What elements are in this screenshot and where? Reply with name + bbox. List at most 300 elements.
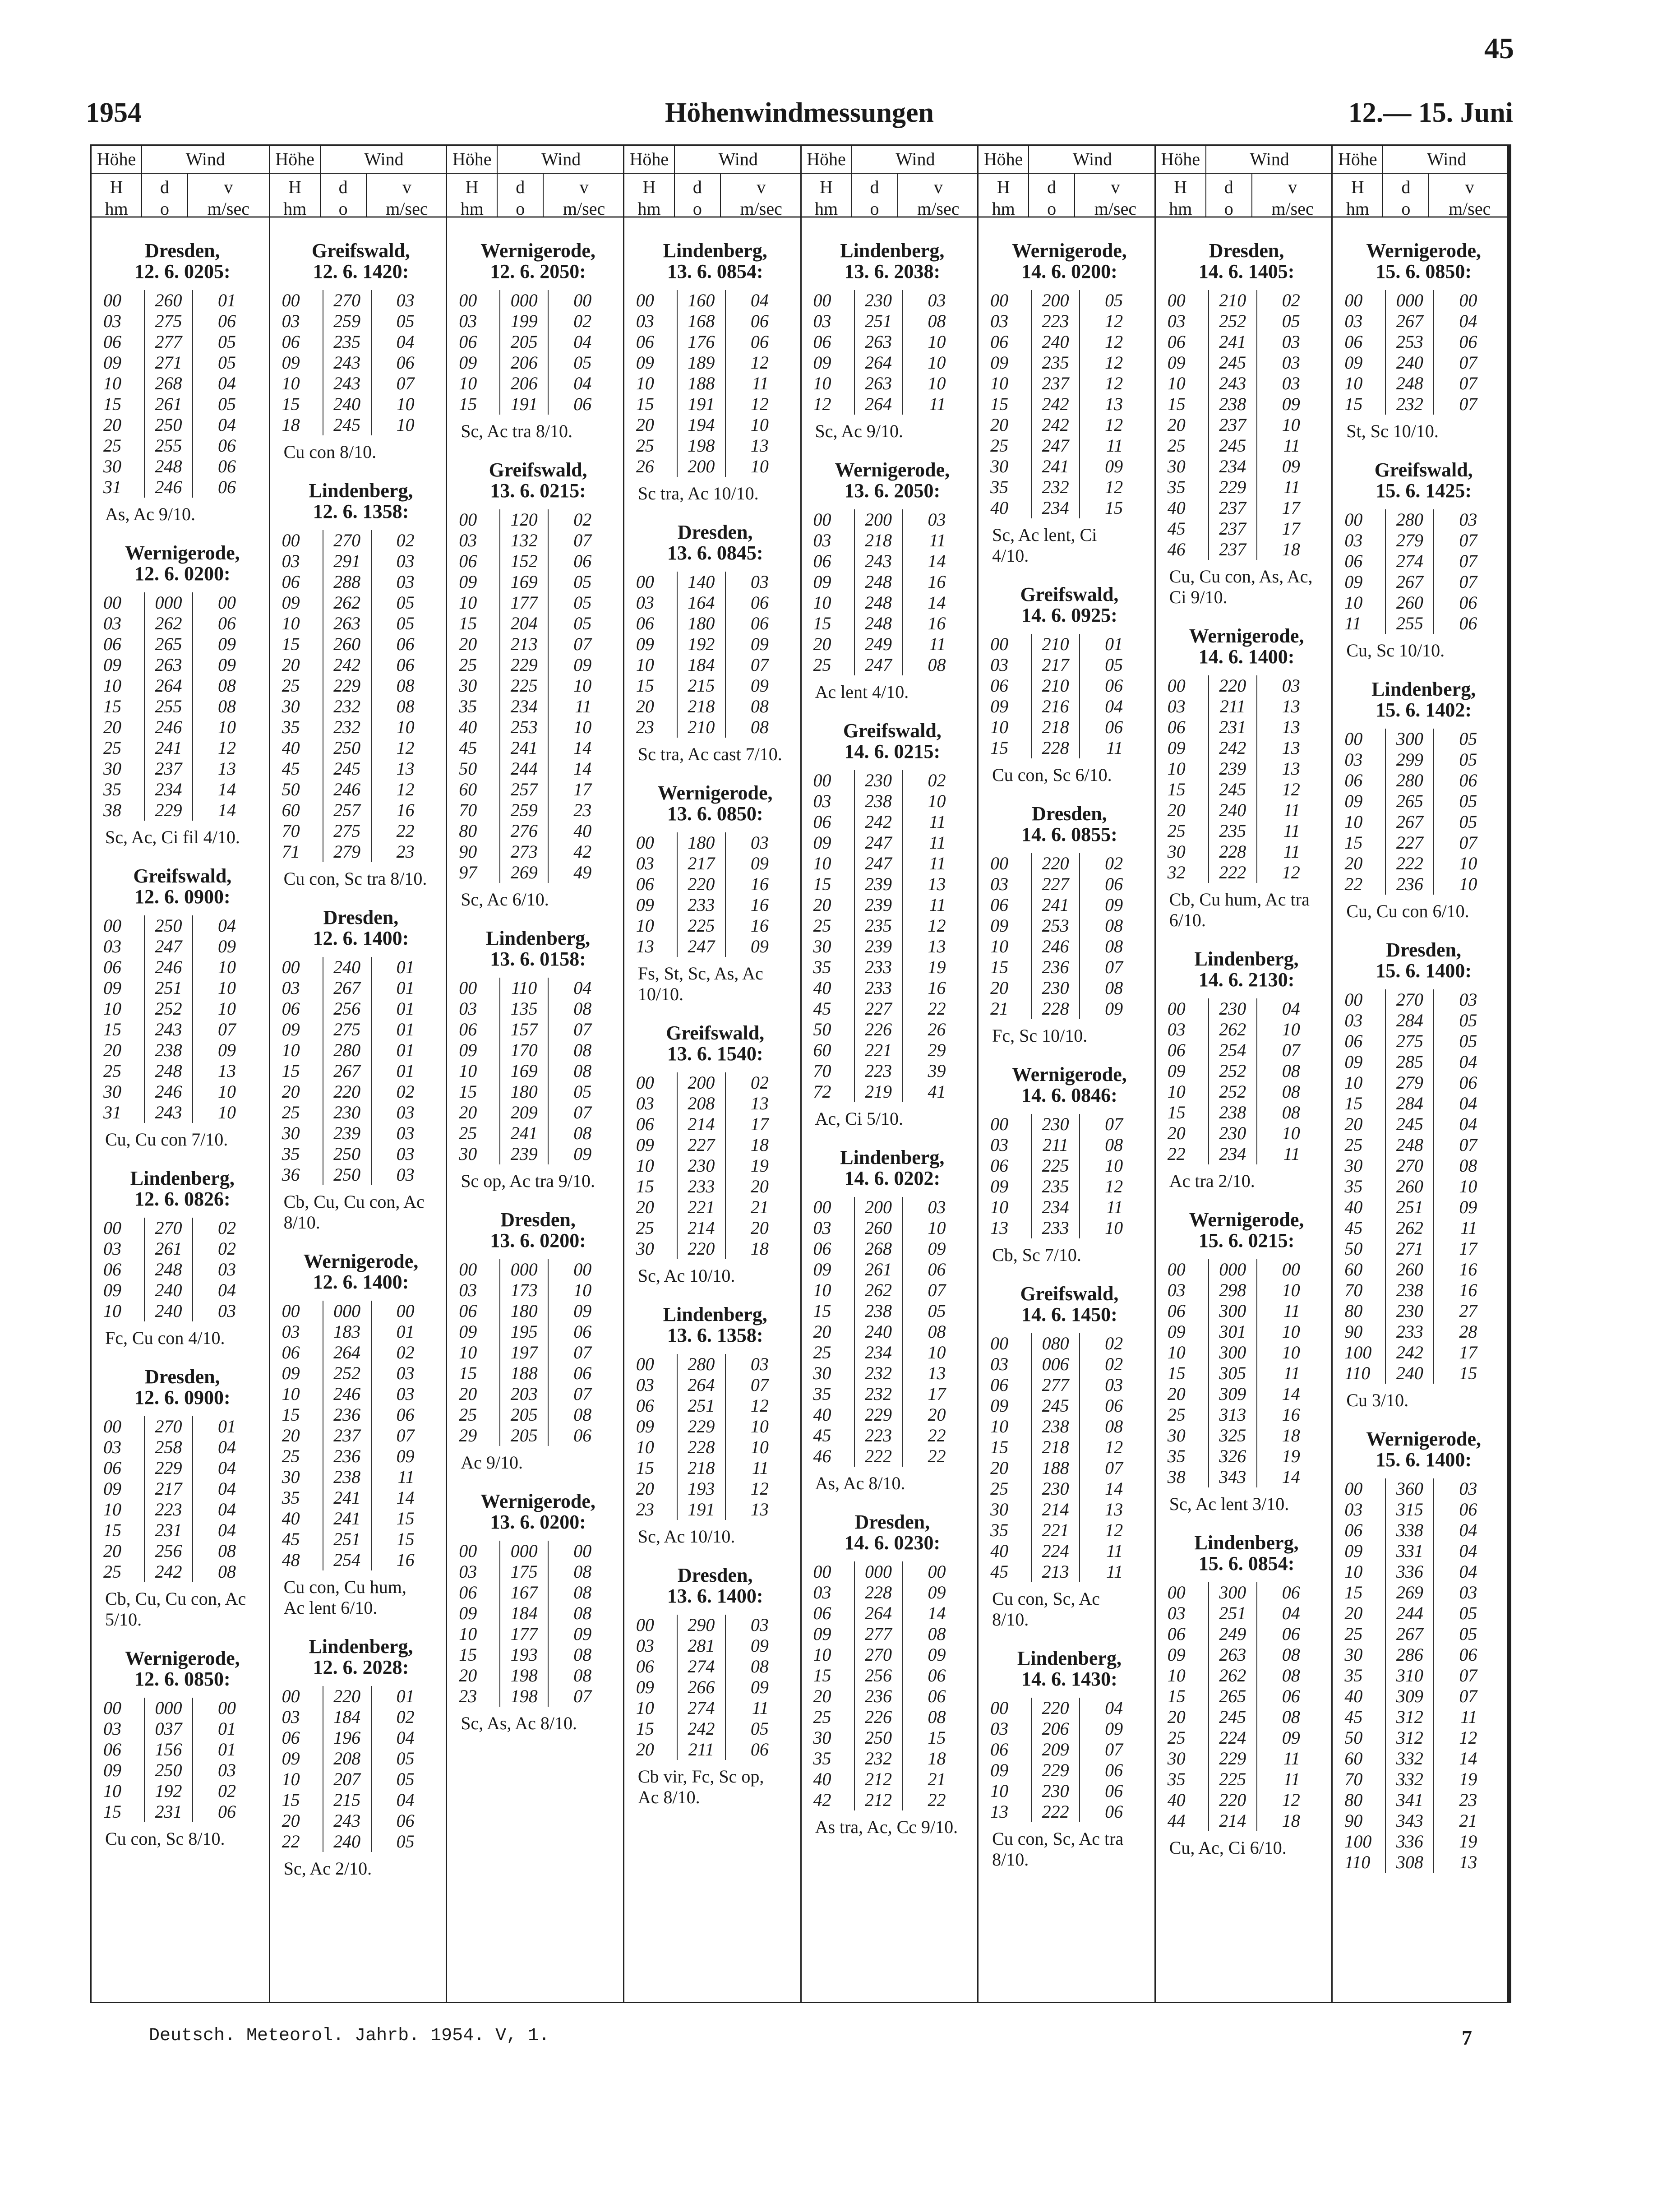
cell-height: 06 xyxy=(282,332,300,352)
header-wind: Wind xyxy=(1072,149,1112,169)
cell-speed: 09 xyxy=(573,1301,592,1321)
cell-height: 00 xyxy=(636,1072,654,1093)
header-hm: hm xyxy=(637,199,661,219)
cell-speed: 13 xyxy=(396,758,415,779)
header-v: v xyxy=(1111,177,1120,197)
cell-height: 00 xyxy=(282,290,300,310)
cell-speed: 00 xyxy=(573,1259,592,1279)
cell-height: 06 xyxy=(990,332,1009,352)
cell-direction: 199 xyxy=(499,311,549,332)
cell-speed: 18 xyxy=(928,1748,946,1769)
cell-speed: 16 xyxy=(928,978,946,998)
table-row xyxy=(101,957,264,978)
cell-height: 09 xyxy=(282,352,300,373)
cell-direction: 248 xyxy=(1385,373,1434,394)
table-row xyxy=(988,1718,1151,1739)
header-row xyxy=(1156,146,1333,174)
cell-direction: 246 xyxy=(144,477,193,498)
cell-direction: 200 xyxy=(677,1072,726,1093)
header-hoehe: Höhe xyxy=(92,146,142,173)
cell-direction: 208 xyxy=(323,1748,372,1769)
cell-speed: 04 xyxy=(573,978,592,998)
station-name: Lindenberg, xyxy=(840,1146,945,1168)
cell-direction: 237 xyxy=(1208,415,1257,435)
cell-speed: 05 xyxy=(1105,290,1123,310)
table-row xyxy=(1165,1727,1329,1748)
table-row xyxy=(811,1061,974,1081)
station-name: Greifswald, xyxy=(133,865,232,887)
cell-speed: 12 xyxy=(928,915,946,936)
cell-speed: 06 xyxy=(396,1404,415,1425)
cell-direction: 238 xyxy=(1385,1280,1434,1301)
cell-direction: 254 xyxy=(323,1550,372,1570)
sounding-block xyxy=(988,584,1151,785)
header-msec: m/sec xyxy=(917,199,960,219)
cell-direction: 208 xyxy=(677,1093,726,1114)
cell-speed: 05 xyxy=(396,1831,415,1852)
table-row xyxy=(1165,1686,1329,1707)
table-row xyxy=(101,1081,264,1102)
cell-speed: 00 xyxy=(573,290,592,310)
cell-speed: 12 xyxy=(1105,332,1123,352)
table-row xyxy=(633,1478,797,1499)
cell-speed: 02 xyxy=(396,530,415,550)
cell-direction: 263 xyxy=(1208,1644,1257,1665)
table-row xyxy=(1165,498,1329,518)
cell-speed: 05 xyxy=(218,352,236,373)
cell-speed: 06 xyxy=(573,394,592,414)
cell-speed: 03 xyxy=(396,290,415,310)
header-v-unit xyxy=(367,174,448,217)
table-row xyxy=(456,332,620,352)
header-msec: m/sec xyxy=(207,199,249,219)
table-row xyxy=(456,1040,620,1061)
cell-speed: 06 xyxy=(1105,717,1123,737)
table-row xyxy=(633,717,797,738)
table-row xyxy=(811,1342,974,1363)
cell-direction: 254 xyxy=(1208,1040,1257,1061)
cell-direction: 250 xyxy=(323,1144,372,1164)
table-row xyxy=(811,655,974,675)
cell-speed: 03 xyxy=(396,572,415,592)
cell-speed: 14 xyxy=(1105,1478,1123,1499)
cell-speed: 05 xyxy=(573,572,592,592)
cell-speed: 16 xyxy=(750,915,769,936)
table-row xyxy=(1342,592,1505,613)
cell-height: 10 xyxy=(282,613,300,633)
cell-speed: 00 xyxy=(1282,1259,1300,1279)
sounding-time: 14. 6. 0925: xyxy=(1021,604,1117,626)
table-row xyxy=(633,1739,797,1760)
cell-direction: 180 xyxy=(499,1081,549,1102)
table-row xyxy=(1342,853,1505,874)
cell-speed: 08 xyxy=(928,655,946,675)
cell-direction: 230 xyxy=(1031,1114,1080,1135)
cell-speed: 13 xyxy=(928,1363,946,1383)
cloud-note: Cb vir, Fc, Sc op, Ac 8/10. xyxy=(637,1766,764,1807)
cell-direction: 251 xyxy=(323,1529,372,1550)
cell-speed: 08 xyxy=(218,675,236,696)
cell-height: 10 xyxy=(636,1155,654,1176)
cell-direction: 256 xyxy=(323,998,372,1019)
table-row xyxy=(101,1437,264,1458)
cell-speed: 18 xyxy=(1282,1810,1300,1831)
station-name: Wernigerode, xyxy=(1366,1428,1481,1450)
header-h: H xyxy=(1174,177,1187,197)
cell-direction: 245 xyxy=(1385,1114,1434,1135)
table-row xyxy=(279,1487,443,1508)
table-row xyxy=(279,1727,443,1748)
table-column xyxy=(800,146,979,2002)
cell-height: 30 xyxy=(282,1467,300,1487)
cell-height: 09 xyxy=(103,1478,121,1499)
cell-height: 21 xyxy=(990,998,1009,1019)
cell-height: 06 xyxy=(1167,1040,1186,1060)
cell-direction: 236 xyxy=(323,1404,372,1425)
header-h: H xyxy=(642,177,656,197)
cell-height: 45 xyxy=(1167,518,1186,539)
table-row xyxy=(633,1176,797,1197)
table-row xyxy=(633,1135,797,1155)
sounding-time: 13. 6. 0200: xyxy=(490,1511,586,1533)
cell-speed: 08 xyxy=(750,1656,769,1676)
cell-speed: 08 xyxy=(218,1561,236,1582)
table-row xyxy=(279,394,443,415)
cell-direction: 241 xyxy=(323,1508,372,1529)
cell-direction: 000 xyxy=(323,1301,372,1321)
cell-height: 13 xyxy=(990,1218,1009,1238)
table-row xyxy=(811,1081,974,1102)
cell-speed: 14 xyxy=(218,779,236,799)
cloud-note: Sc, Ac lent, Ci 4/10. xyxy=(992,525,1097,566)
cell-direction: 247 xyxy=(854,853,903,874)
station-name: Dresden, xyxy=(1032,803,1107,825)
cell-height: 00 xyxy=(103,290,121,310)
cloud-note: Fs, St, Sc, As, Ac 10/10. xyxy=(637,963,763,1004)
cell-height: 15 xyxy=(990,957,1009,977)
table-row xyxy=(1165,456,1329,477)
cell-direction: 332 xyxy=(1385,1748,1434,1769)
cell-height: 00 xyxy=(1344,290,1363,310)
station-name: Wernigerode, xyxy=(480,240,595,262)
cell-height: 35 xyxy=(1344,1176,1363,1196)
cell-height: 15 xyxy=(282,1061,300,1081)
cell-speed: 19 xyxy=(750,1155,769,1176)
cell-speed: 10 xyxy=(1282,1019,1300,1039)
header-h-unit xyxy=(447,174,498,217)
table-row xyxy=(1165,1790,1329,1810)
table-row xyxy=(279,1425,443,1446)
cell-height: 09 xyxy=(990,352,1009,373)
cell-speed: 12 xyxy=(1282,862,1300,882)
cell-direction: 300 xyxy=(1385,729,1434,749)
cell-direction: 264 xyxy=(854,1603,903,1624)
cell-height: 20 xyxy=(636,415,654,435)
table-row xyxy=(279,1508,443,1529)
cell-height: 12 xyxy=(813,394,831,414)
column-body xyxy=(624,218,802,1808)
cell-speed: 04 xyxy=(1459,1520,1477,1540)
cell-direction: 218 xyxy=(677,696,726,717)
cell-speed: 16 xyxy=(1459,1259,1477,1279)
cell-direction: 225 xyxy=(677,915,726,936)
table-row xyxy=(988,1561,1151,1582)
table-row xyxy=(811,791,974,812)
cell-height: 00 xyxy=(636,1354,654,1374)
cell-speed: 05 xyxy=(396,1748,415,1769)
cell-speed: 11 xyxy=(929,634,946,654)
cell-speed: 05 xyxy=(218,332,236,352)
cell-height: 30 xyxy=(636,1238,654,1259)
cell-speed: 12 xyxy=(1105,477,1123,497)
table-row xyxy=(101,655,264,675)
cell-height: 80 xyxy=(1344,1790,1363,1810)
cell-speed: 49 xyxy=(573,862,592,882)
cell-height: 20 xyxy=(459,634,477,654)
cell-height: 30 xyxy=(1167,1425,1186,1445)
cell-speed: 01 xyxy=(396,1061,415,1081)
table-row xyxy=(101,394,264,415)
sounding-rows xyxy=(101,1416,264,1582)
cell-height: 44 xyxy=(1167,1810,1186,1831)
cell-direction: 240 xyxy=(144,1280,193,1301)
cell-height: 06 xyxy=(103,634,121,654)
cell-direction: 245 xyxy=(323,758,372,779)
cell-direction: 232 xyxy=(854,1363,903,1384)
cell-direction: 200 xyxy=(1031,290,1080,311)
cell-speed: 12 xyxy=(750,394,769,414)
cell-speed: 14 xyxy=(928,1603,946,1623)
cell-direction: 280 xyxy=(1385,509,1434,530)
table-column xyxy=(269,146,448,2002)
cell-speed: 12 xyxy=(750,1478,769,1499)
cell-speed: 16 xyxy=(396,800,415,820)
cell-direction: 228 xyxy=(1208,841,1257,862)
table-row xyxy=(811,1748,974,1769)
cell-height: 00 xyxy=(990,1333,1009,1353)
cell-direction: 262 xyxy=(1385,1218,1434,1238)
cell-speed: 02 xyxy=(218,1781,236,1801)
header-d: d xyxy=(692,177,702,197)
station-name: Lindenberg, xyxy=(663,240,767,262)
sounding-time: 13. 6. 1540: xyxy=(667,1043,763,1065)
cell-speed: 06 xyxy=(928,1665,946,1686)
table-row xyxy=(811,1727,974,1748)
cell-height: 15 xyxy=(282,634,300,654)
cell-height: 06 xyxy=(990,1375,1009,1395)
cell-speed: 04 xyxy=(218,1458,236,1478)
cell-speed: 03 xyxy=(218,1301,236,1321)
cell-direction: 240 xyxy=(1385,352,1434,373)
sounding-block xyxy=(279,240,443,462)
station-name: Lindenberg, xyxy=(1017,1647,1122,1669)
table-row xyxy=(456,1624,620,1644)
station-name: Lindenberg, xyxy=(663,1303,767,1325)
cell-height: 60 xyxy=(282,800,300,820)
cell-direction: 000 xyxy=(1385,290,1434,311)
cell-speed: 00 xyxy=(573,1541,592,1561)
sounding-block xyxy=(633,783,797,1005)
cell-direction: 191 xyxy=(677,1499,726,1520)
cell-direction: 195 xyxy=(499,1321,549,1342)
cell-direction: 265 xyxy=(1385,791,1434,812)
cell-speed: 06 xyxy=(1459,332,1477,352)
cell-height: 10 xyxy=(459,1624,477,1644)
cloud-note: Sc, Ac 6/10. xyxy=(461,889,549,910)
cell-direction: 280 xyxy=(1385,770,1434,791)
cell-speed: 04 xyxy=(396,332,415,352)
cell-speed: 06 xyxy=(573,1363,592,1383)
cell-direction: 279 xyxy=(1385,530,1434,551)
table-row xyxy=(633,1093,797,1114)
cell-height: 20 xyxy=(103,717,121,737)
cell-direction: 250 xyxy=(854,1727,903,1748)
table-row xyxy=(811,1040,974,1061)
cell-height: 20 xyxy=(459,1665,477,1686)
cell-direction: 232 xyxy=(323,717,372,738)
table-row xyxy=(279,1404,443,1425)
table-row xyxy=(811,895,974,915)
cell-direction: 274 xyxy=(1385,551,1434,572)
sounding-time: 13. 6. 0854: xyxy=(667,260,763,282)
table-row xyxy=(101,1280,264,1301)
cell-speed: 07 xyxy=(1459,572,1477,592)
cell-height: 18 xyxy=(282,415,300,435)
cell-height: 09 xyxy=(1167,1321,1186,1342)
cell-direction: 232 xyxy=(854,1748,903,1769)
cell-height: 00 xyxy=(990,1114,1009,1134)
table-row xyxy=(101,1416,264,1437)
cell-speed: 04 xyxy=(1282,998,1300,1019)
table-row xyxy=(811,1790,974,1810)
cell-height: 80 xyxy=(459,821,477,841)
cell-speed: 03 xyxy=(396,1384,415,1404)
header-deg: o xyxy=(160,199,169,219)
table-row xyxy=(633,675,797,696)
cell-speed: 26 xyxy=(928,1019,946,1039)
cell-height: 00 xyxy=(282,530,300,550)
cell-speed: 06 xyxy=(1105,675,1123,696)
cell-direction: 245 xyxy=(1208,1707,1257,1727)
cell-height: 10 xyxy=(1167,758,1186,779)
table-row xyxy=(633,1416,797,1437)
column-header xyxy=(1333,146,1510,218)
cell-direction: 231 xyxy=(144,1520,193,1541)
sounding-time: 12. 6. 1400: xyxy=(313,927,409,949)
table-row xyxy=(279,551,443,572)
cell-height: 20 xyxy=(636,1739,654,1759)
table-row xyxy=(811,394,974,415)
header-units-row xyxy=(1333,174,1510,217)
cell-height: 06 xyxy=(636,1395,654,1416)
cell-speed: 12 xyxy=(1105,1176,1123,1196)
table-row xyxy=(101,1739,264,1760)
cell-direction: 242 xyxy=(323,655,372,675)
cell-speed: 09 xyxy=(218,655,236,675)
cell-speed: 06 xyxy=(1105,1801,1123,1822)
cell-height: 06 xyxy=(103,957,121,977)
cell-height: 110 xyxy=(1344,1363,1371,1383)
table-row xyxy=(811,1769,974,1790)
header-deg: o xyxy=(338,199,348,219)
cell-speed: 04 xyxy=(218,915,236,936)
cell-height: 40 xyxy=(1167,1790,1186,1810)
cell-height: 25 xyxy=(990,1478,1009,1499)
cell-height: 06 xyxy=(1344,1031,1363,1051)
cell-height: 03 xyxy=(1344,530,1363,550)
cell-speed: 06 xyxy=(1459,613,1477,633)
table-row xyxy=(988,738,1151,758)
cell-direction: 252 xyxy=(1208,1061,1257,1081)
cell-direction: 245 xyxy=(323,415,372,435)
cell-direction: 244 xyxy=(1385,1603,1434,1624)
sounding-rows xyxy=(633,1615,797,1760)
cell-direction: 238 xyxy=(854,791,903,812)
table-row xyxy=(279,1040,443,1061)
table-column xyxy=(1154,146,1333,2002)
cell-speed: 20 xyxy=(750,1176,769,1196)
table-row xyxy=(633,895,797,915)
cell-speed: 07 xyxy=(1459,352,1477,373)
cell-height: 00 xyxy=(813,1197,831,1217)
cell-speed: 16 xyxy=(928,613,946,633)
cell-speed: 10 xyxy=(218,717,236,737)
table-row xyxy=(633,853,797,874)
sounding-time: 14. 6. 1400: xyxy=(1198,646,1295,668)
cell-direction: 252 xyxy=(1208,1081,1257,1102)
header-hm: hm xyxy=(1346,199,1369,219)
table-row xyxy=(988,456,1151,477)
header-hm: hm xyxy=(1169,199,1192,219)
cell-speed: 04 xyxy=(1459,1093,1477,1113)
column-body xyxy=(1156,218,1333,1858)
cell-speed: 08 xyxy=(573,1665,592,1686)
cell-height: 10 xyxy=(813,853,831,873)
cell-height: 00 xyxy=(1167,1582,1186,1602)
cell-height: 35 xyxy=(282,717,300,737)
table-row xyxy=(1342,551,1505,572)
cell-direction: 170 xyxy=(499,1040,549,1061)
cell-speed: 15 xyxy=(1459,1363,1477,1383)
cell-speed: 03 xyxy=(1459,1478,1477,1499)
cell-direction: 242 xyxy=(1031,415,1080,435)
cell-height: 40 xyxy=(990,1541,1009,1561)
header-d: d xyxy=(870,177,879,197)
cell-height: 00 xyxy=(813,770,831,790)
cell-direction: 239 xyxy=(499,1144,549,1164)
table-row xyxy=(456,551,620,572)
table-row xyxy=(633,1437,797,1458)
table-row xyxy=(279,821,443,841)
cell-height: 30 xyxy=(459,1144,477,1164)
cell-speed: 09 xyxy=(928,1644,946,1665)
table-row xyxy=(456,1665,620,1686)
cell-speed: 11 xyxy=(929,895,946,915)
station-name: Lindenberg, xyxy=(1194,1532,1299,1554)
cell-direction: 232 xyxy=(854,1384,903,1404)
cell-height: 00 xyxy=(459,1541,477,1561)
cell-height: 70 xyxy=(282,821,300,841)
table-row xyxy=(456,717,620,738)
cell-speed: 09 xyxy=(396,1446,415,1466)
table-row xyxy=(1165,1301,1329,1321)
sounding-rows xyxy=(456,1259,620,1446)
cell-direction: 246 xyxy=(1031,936,1080,957)
cell-direction: 244 xyxy=(499,758,549,779)
cell-height: 10 xyxy=(1167,373,1186,393)
cell-height: 20 xyxy=(282,1425,300,1445)
cell-speed: 02 xyxy=(573,311,592,331)
